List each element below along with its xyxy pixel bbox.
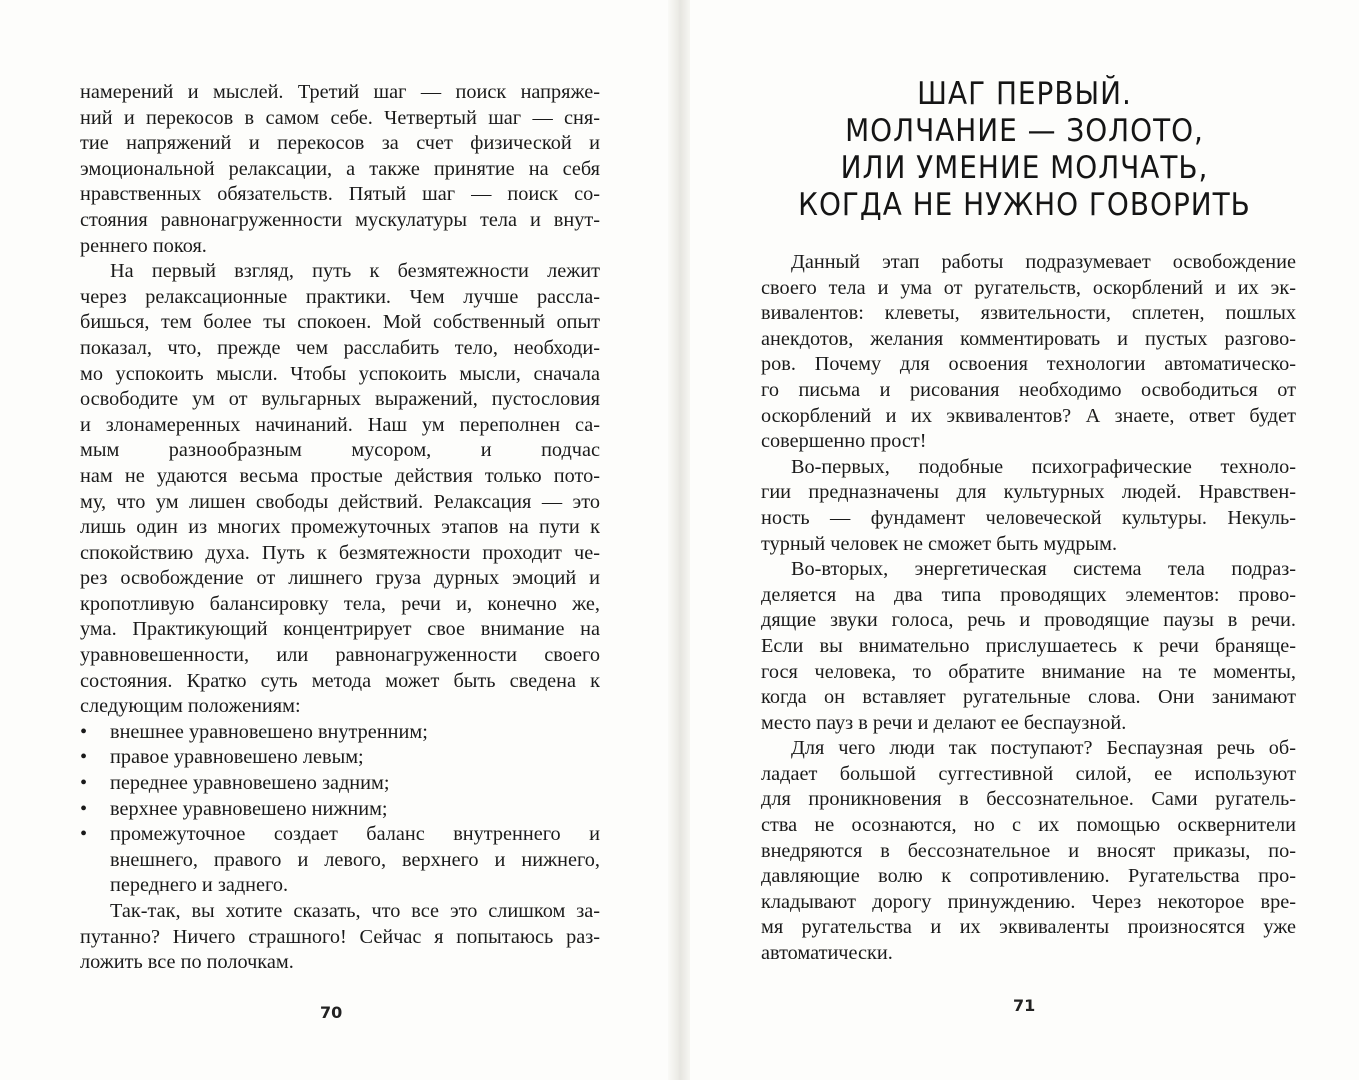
text-line: ума. Практикующий концентрирует свое внимание на xyxy=(80,618,600,641)
text-line: уравновешенности, или равнонагруженности своего xyxy=(80,644,600,667)
bullet-text: внешнего, правого и левого, верхнего и нижнего, xyxy=(110,848,600,871)
chapter-title-line: МОЛЧАНИЕ — ЗОЛОТО, xyxy=(845,113,1204,149)
text-line: состояния. Кратко суть метода может быть сведена к xyxy=(80,669,600,692)
book-gutter xyxy=(668,0,690,1080)
left-page-body xyxy=(80,80,600,976)
text-line: гии предназначены для культурных людей. Нравствен- xyxy=(761,481,1296,504)
bullet-icon: • xyxy=(80,746,88,769)
text-line: деляется на два типа проводящих элементов: прово- xyxy=(761,583,1296,606)
text-line: Во-первых, подобные психографические техноло- xyxy=(791,455,1296,478)
text-line: нам не удаются весьма простые действия только пото- xyxy=(80,464,600,487)
text-line: мым разнообразным мусором, и подчас xyxy=(80,439,600,462)
text-line: лишь один из многих промежуточных этапов на пути к xyxy=(80,516,600,539)
text-line: рез освобождение от лишнего груза дурных эмоций и xyxy=(80,567,600,590)
bullet-text: правое уравновешено левым; xyxy=(110,746,364,769)
bullet-text: переднее уравновешено задним; xyxy=(110,772,390,795)
text-line: кропотливую балансировку тела, речи и, конечно же, xyxy=(80,592,600,615)
bullet-item xyxy=(80,771,600,797)
bullet-item xyxy=(80,745,600,771)
text-line: Для чего люди так поступают? Беспаузная речь об- xyxy=(791,737,1296,760)
left-page xyxy=(0,0,668,1080)
text-line: автоматически. xyxy=(761,942,893,965)
text-line: го письма и рисования необходимо освободиться от xyxy=(761,378,1296,401)
text-line: кладывают дорогу принуждению. Через некоторое вре- xyxy=(761,890,1296,913)
text-line: своего тела и ума от ругательств, оскорблений и их эк- xyxy=(761,276,1296,299)
right-page xyxy=(690,0,1359,1080)
right-page-body xyxy=(761,250,1296,967)
text-line: ства не осознаются, но с их помощью осквернители xyxy=(761,814,1296,837)
chapter-title-line: КОГДА НЕ НУЖНО ГОВОРИТЬ xyxy=(798,187,1251,223)
text-line: Данный этап работы подразумевает освобождение xyxy=(791,251,1296,273)
text-line: ность — фундамент человеческой культуры. Некуль- xyxy=(761,506,1296,529)
page-number: 71 xyxy=(1013,996,1036,1015)
text-line: вивалентов: клеветы, язвительности, сплетен, пошлых xyxy=(761,302,1296,325)
text-line: Во-вторых, энергетическая система тела подраз- xyxy=(791,558,1296,581)
bullet-icon: • xyxy=(80,797,88,820)
text-line: намерений и мыслей. Третий шаг — поиск напряже- xyxy=(80,81,600,103)
text-line: Если вы внимательно прислушаетесь к речи бранящe- xyxy=(761,634,1296,657)
text-line: место пауз в речи и делают ее беспаузной. xyxy=(761,711,1127,734)
chapter-title-line: ИЛИ УМЕНИЕ МОЛЧАТЬ, xyxy=(840,150,1209,186)
text-line: совершенно прост! xyxy=(761,430,927,453)
text-line: ний и перекосов в самом себе. Четвертый шаг — сня- xyxy=(80,106,600,129)
text-line: путанно? Ничего страшного! Сейчас я попытаюсь раз- xyxy=(80,925,600,948)
bullet-item xyxy=(80,797,600,823)
text-line: бишься, тем более ты спокоен. Мой собственный опыт xyxy=(80,311,600,334)
text-line: тие напряжений и перекосов за счет физической и xyxy=(80,132,600,155)
text-line: нравственных обязательств. Пятый шаг — поиск со- xyxy=(80,183,600,206)
text-line: освободите ум от вульгарных выражений, пустословия xyxy=(80,388,600,411)
text-line: эмоциональной релаксации, а также принятие на себя xyxy=(80,157,600,180)
text-line: мя ругательства и их эквиваленты произносятся уже xyxy=(761,916,1296,939)
text-line: давляющие волю к сопротивлению. Ругательства про- xyxy=(761,865,1296,888)
text-line: реннего покоя. xyxy=(80,234,207,257)
chapter-title-line: ШАГ ПЕРВЫЙ. xyxy=(917,76,1132,112)
text-line: Так-так, вы хотите сказать, что все это слишком за- xyxy=(110,900,600,922)
text-line: показал, что, прежде чем расслабить тело, необходи- xyxy=(80,336,600,359)
text-line: На первый взгляд, путь к безмятежности лежит xyxy=(110,260,600,283)
bullet-text: промежуточное создает баланс внутреннего и xyxy=(110,823,600,846)
bullet-text: переднего и заднего. xyxy=(110,874,289,897)
text-line: ложить все по полочкам. xyxy=(80,951,294,974)
text-line: следующим положениям: xyxy=(80,695,301,718)
text-line: ров. Почему для освоения технологии автоматическо- xyxy=(761,353,1296,376)
bullet-text: верхнее уравновешено нижним; xyxy=(110,797,388,820)
bullet-icon: • xyxy=(80,772,88,795)
text-line: анекдотов, желания комментировать и пустых разгово- xyxy=(761,327,1296,350)
chapter-title xyxy=(690,76,1359,224)
text-line: ладает большой суггестивной силой, ее используют xyxy=(761,762,1296,785)
bullet-icon: • xyxy=(80,823,88,846)
text-line: турный человек не сможет быть мудрым. xyxy=(761,532,1118,555)
text-line: мо успокоить мысли. Чтобы успокоить мысли, сначала xyxy=(80,362,600,385)
bullet-text: внешнее уравновешено внутренним; xyxy=(110,720,428,743)
text-line: внедряются в бессознательное и вносят приказы, по- xyxy=(761,839,1296,862)
text-line: когда он вставляет ругательные слова. Они занимают xyxy=(761,686,1296,709)
text-line: спокойствию духа. Путь к безмятежности проходит че- xyxy=(80,541,600,564)
text-line: и злонамеренных начинаний. Наш ум переполнен са- xyxy=(80,413,600,436)
text-line: стояния равнонагруженности мускулатуры тела и внут- xyxy=(80,208,600,231)
page-number: 70 xyxy=(320,1003,343,1022)
text-line: гося человека, то обратите внимание на те моменты, xyxy=(761,660,1296,683)
bullet-item xyxy=(80,822,600,899)
bullet-item xyxy=(80,720,600,746)
text-line: для проникновения в бессознательное. Сами ругатель- xyxy=(761,788,1296,811)
bullet-icon: • xyxy=(80,720,88,743)
text-line: дящие звуки голоса, речь и проводящие паузы в речи. xyxy=(761,609,1296,632)
text-line: через релаксационные практики. Чем лучше рассла- xyxy=(80,285,600,308)
text-line: му, что ум лишен свободы действий. Релаксация — это xyxy=(80,490,600,513)
text-line: оскорблений и их эквивалентов? А знаете, ответ будет xyxy=(761,404,1296,427)
